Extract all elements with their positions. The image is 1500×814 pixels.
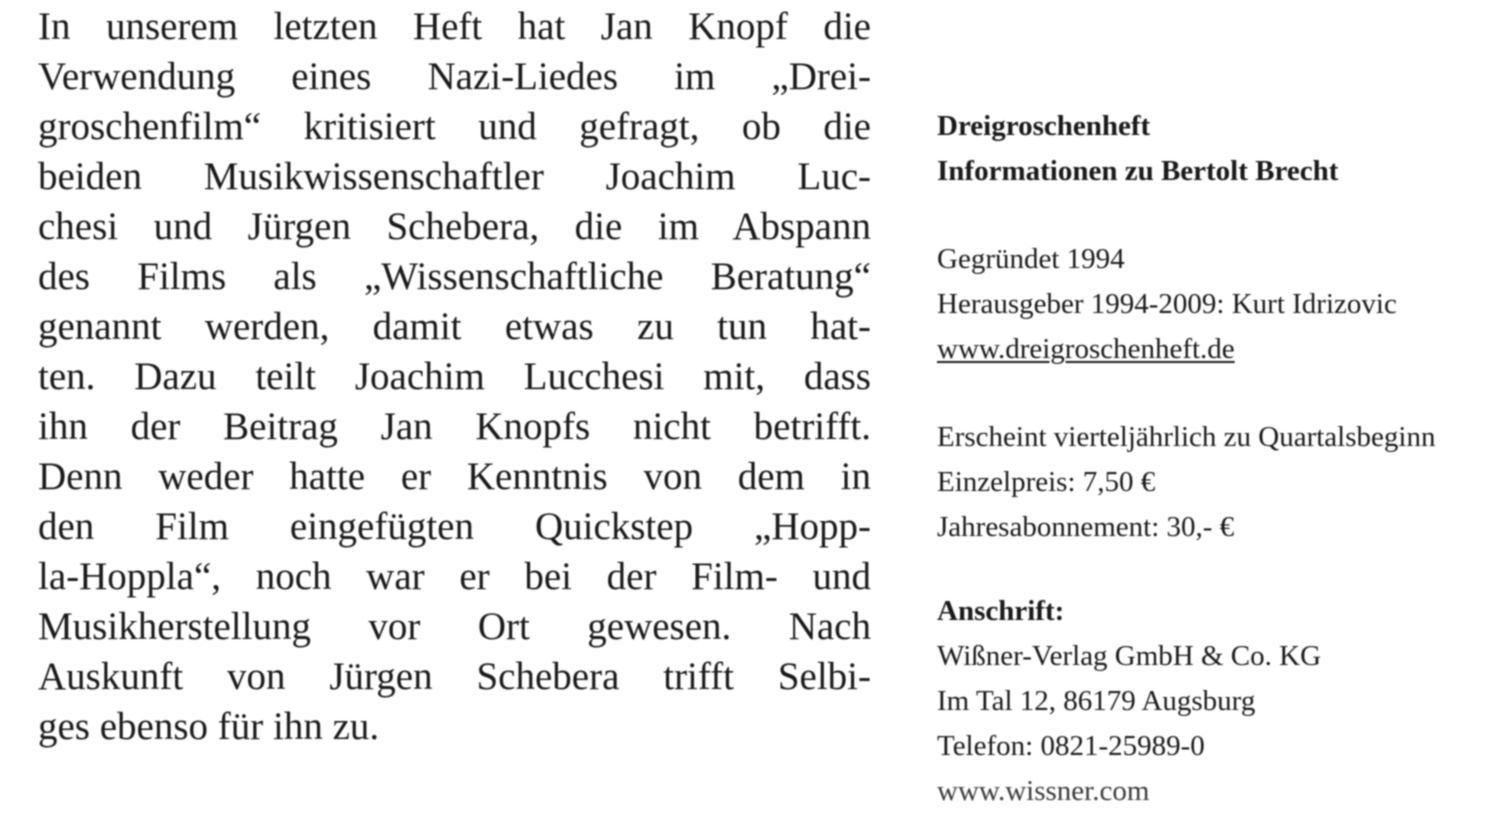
article-line: Auskunft von Jürgen Schebera trifft Selbi- bbox=[38, 655, 871, 698]
article-line: Musikherstellung vor Ort gewesen. Nach bbox=[38, 605, 871, 648]
imprint-street-city: Im Tal 12, 86179 Augsburg bbox=[937, 685, 1256, 717]
article-line: chesi und Jürgen Schebera, die im Abspann bbox=[38, 205, 871, 248]
imprint-subscription: Jahresabonnement: 30,- € bbox=[937, 511, 1235, 543]
spacer bbox=[937, 372, 1500, 415]
imprint-single-price: Einzelpreis: 7,50 € bbox=[937, 466, 1156, 498]
imprint-subtitle: Informationen zu Bertolt Brecht bbox=[937, 155, 1339, 187]
article-line: Verwendung eines Nazi-Liedes im „Drei- bbox=[38, 55, 871, 98]
article-line: la-Hoppla“, noch war er bei der Film- und bbox=[38, 555, 871, 598]
imprint-frequency: Erscheint vierteljährlich zu Quartalsbeginn bbox=[937, 421, 1436, 453]
article-line: ten. Dazu teilt Joachim Lucchesi mit, dass bbox=[38, 355, 871, 398]
article-line: groschenfilm“ kritisiert und gefragt, ob die bbox=[38, 105, 871, 148]
article-line: Denn weder hatte er Kenntnis von dem in bbox=[38, 455, 871, 498]
imprint-editor: Herausgeber 1994-2009: Kurt Idrizovic bbox=[937, 288, 1397, 320]
imprint-column bbox=[937, 104, 1500, 814]
wissner-website-link[interactable]: www.wissner.com bbox=[937, 775, 1150, 807]
article-line: In unserem letzten Heft hat Jan Knopf die bbox=[38, 5, 871, 48]
article-column bbox=[38, 2, 871, 752]
article-line: genannt werden, damit etwas zu tun hat- bbox=[38, 305, 871, 348]
spacer bbox=[937, 550, 1500, 589]
article-line: ges ebenso für ihn zu. bbox=[38, 705, 380, 748]
imprint-address-label: Anschrift: bbox=[937, 595, 1065, 627]
dreigroschenheft-website-link[interactable]: www.dreigroschenheft.de bbox=[937, 333, 1235, 365]
imprint-title: Dreigroschenheft bbox=[937, 110, 1151, 142]
imprint-founded: Gegründet 1994 bbox=[937, 243, 1125, 275]
article-line: den Film eingefügten Quickstep „Hopp- bbox=[38, 505, 871, 548]
article-line: beiden Musikwissenschaftler Joachim Luc- bbox=[38, 155, 871, 198]
article-line: ihn der Beitrag Jan Knopfs nicht betrifft. bbox=[38, 405, 871, 448]
imprint-phone: Telefon: 0821-25989-0 bbox=[937, 730, 1205, 762]
article-line: des Films als „Wissenschaftliche Beratung“ bbox=[38, 255, 871, 298]
spacer bbox=[937, 194, 1500, 237]
imprint-publisher: Wißner-Verlag GmbH & Co. KG bbox=[937, 640, 1322, 672]
